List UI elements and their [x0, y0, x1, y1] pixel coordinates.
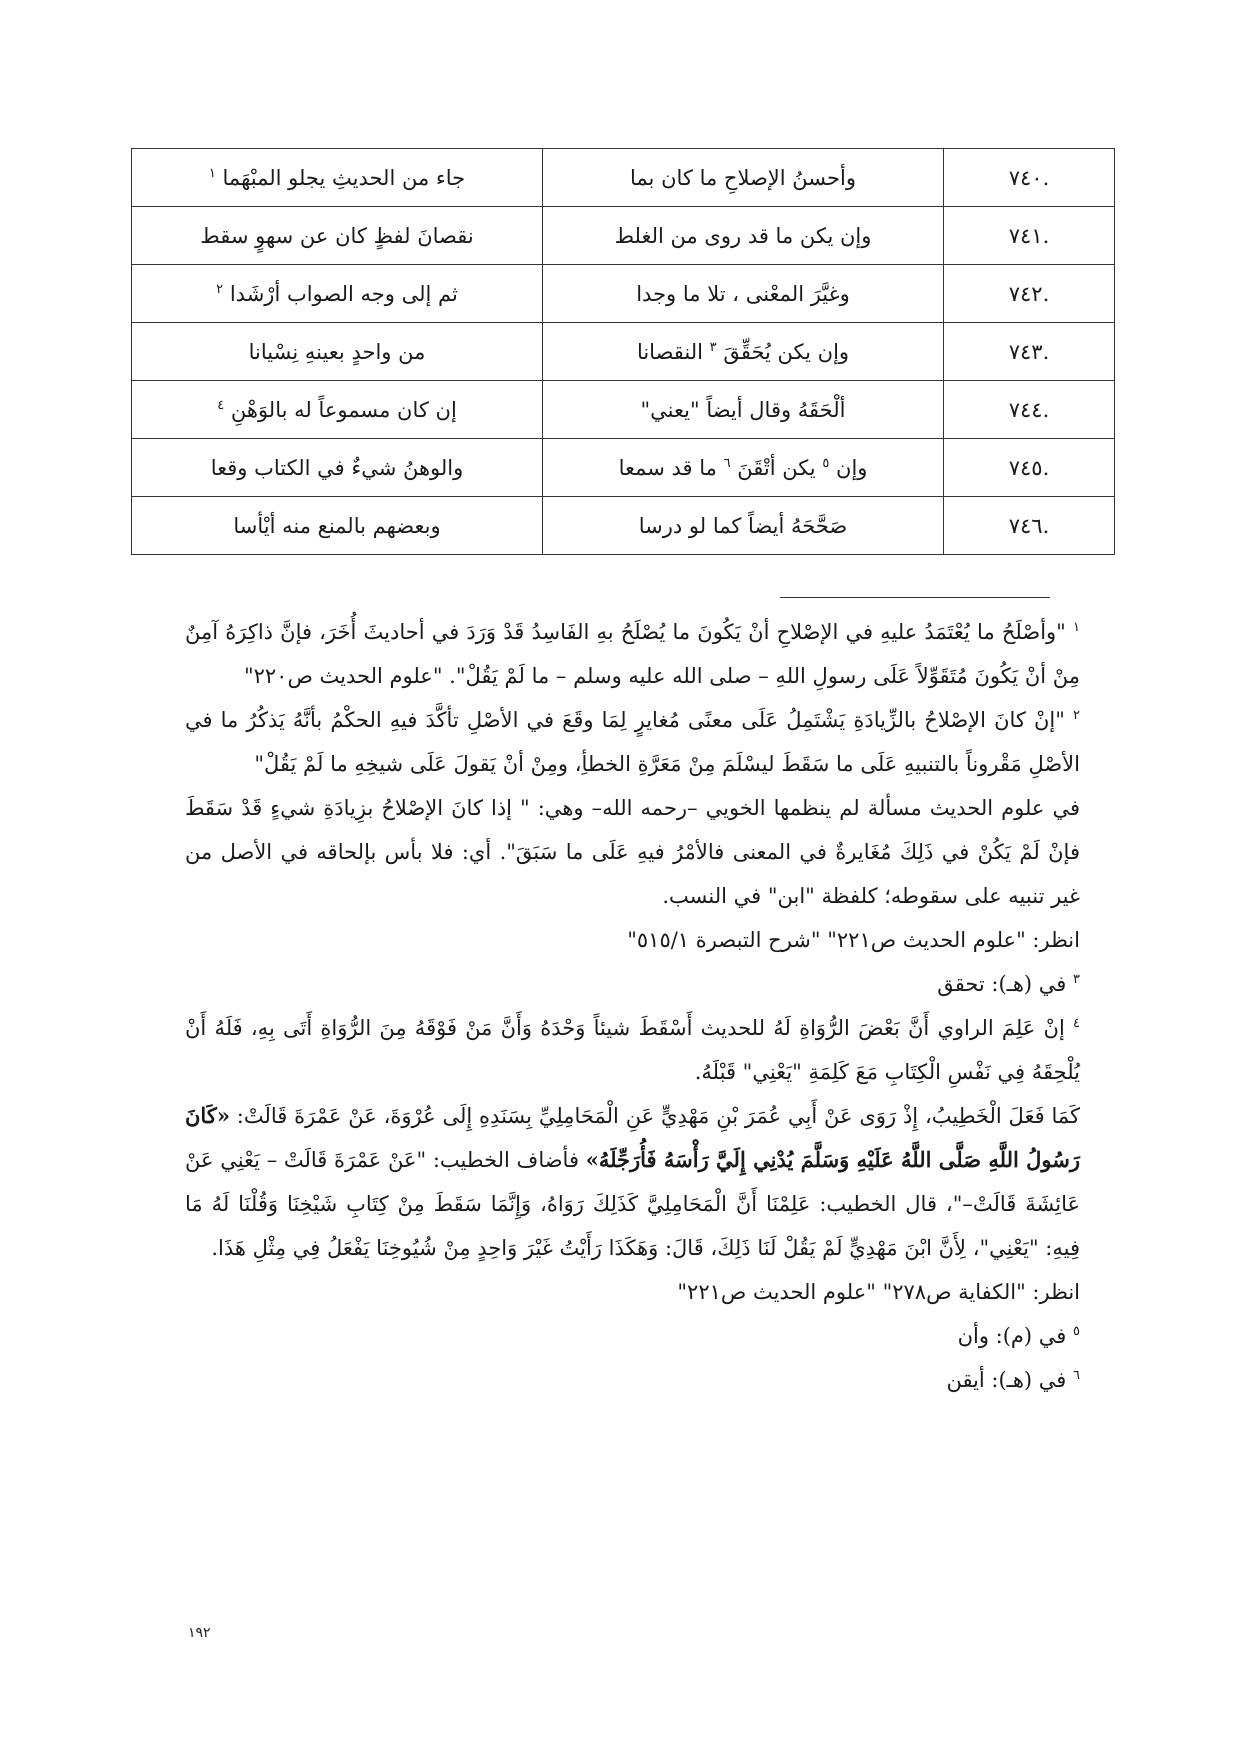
verse-row	[132, 265, 1115, 323]
footnote-4-continued: كَمَا فَعَلَ الْخَطِيبُ، إِذْ رَوَى عَنْ أَبِي عُمَرَ بْنِ مَهْدِيٍّ عَنِ الْمَحَامِلِيِّ بِسَنَدِهِ إِلَى عُرْوَةَ، عَنْ عَمْرَةَ قَالَتْ: «كَانَ رَسُولُ اللَّهِ صَلَّى اللَّهُ عَلَيْهِ وَسَلَّمَ يُدْنِي إِلَيَّ رَأْسَهُ فَأُرَجِّلَهُ» فأضاف الخطيب: "عَنْ عَمْرَةَ قَالَتْ – يَعْنِي عَنْ عَائِشَةَ قَالَتْ–"، قال الخطيب: عَلِمْنَا أَنَّ الْمَحَامِلِيَّ كَذَلِكَ رَوَاهُ، وَإِنَّمَا سَقَطَ مِنْ كِتَابِ شَيْخِنَا وَقُلْنَا لَهُ مَا فِيهِ: "يَعْنِي"، لِأَنَّ ابْنَ مَهْدِيٍّ لَمْ يَقُلْ لَنَا ذَلِكَ، قَالَ: وَهَكَذَا رَأَيْتُ غَيْرَ وَاحِدٍ مِنْ شُيُوخِنَا يَفْعَلُ فِي مِثْلِ هَذَا.	[185, 1103, 1080, 1260]
verse-second-hemistich: إن كان مسموعاً له بالوَهْنِ $^٤$	[132, 381, 543, 439]
verse-second-hemistich: جاء من الحديثِ يجلو المبْهَما $^١$	[132, 149, 543, 207]
verse-row	[132, 149, 1115, 207]
footnote-ref[interactable]: ١	[208, 165, 216, 181]
footnote-1: $^١$ "وأصْلَحُ ما يُعْتَمَدُ عليهِ في الإصْلاحِ أنْ يَكُونَ ما يُصْلَحُ بهِ الفَاسِدُ قَدْ وَرَدَ في أحاديثَ أُخَرَ، فإنَّ ذاكِرَهُ آمِنٌ مِنْ أنْ يَكُونَ مُتَقَوِّلاً عَلَى رسولِ اللهِ – صلى الله عليه وسلم – ما لَمْ يَقُلْ". "علوم الحديث ص٢٢٠"	[185, 620, 1080, 688]
verse-row	[132, 323, 1115, 381]
footnote-2-continued: في علوم الحديث مسألة لم ينظمها الخويي –رحمه الله– وهي: " إذا كانَ الإصْلاحُ بزِيادَةِ شيءٍ قَدْ سَقَطَ فإنْ لَمْ يَكُنْ في ذَلِكَ مُغَايرةٌ في المعنى فالأمْرُ فيهِ عَلَى ما سَبَقَ". أي: فلا بأس بإلحاقه في الأصل من غير تنبيه على سقوطه؛ كلفظة "ابن" في النسب.	[185, 796, 1080, 908]
footnote-2-reference: انظر: "علوم الحديث ص٢٢١" "شرح التبصرة ٥١٥/١"	[627, 928, 1080, 952]
verse-number: .٧٤٤	[944, 381, 1115, 439]
footnote-separator	[780, 597, 1050, 598]
footnote-ref[interactable]: ٣	[709, 339, 717, 355]
footnote-ref[interactable]: ٦	[723, 455, 731, 471]
verse-number: .٧٤٥	[944, 439, 1115, 497]
verse-second-hemistich: نقصانَ لفظٍ كان عن سهوٍ سقط	[132, 207, 543, 265]
verse-first-hemistich: وإن $^٥$ يكن أتْقَنَ $^٦$ ما قد سمعا	[543, 439, 944, 497]
verse-first-hemistich: وأحسنُ الإصلاحِ ما كان بما	[543, 149, 944, 207]
footnote-ref[interactable]: ٢	[216, 281, 224, 297]
footnote-5: $^٥$ في (م): وأن	[957, 1324, 1080, 1348]
footnote-mark: ٦	[1073, 1368, 1080, 1383]
footnote-ref[interactable]: ٤	[217, 397, 225, 413]
verse-first-hemistich: وإن يكن ما قد روى من الغلط	[543, 207, 944, 265]
verse-row	[132, 439, 1115, 497]
verse-first-hemistich: صَحَّحَهُ أيضاً كما لو درسا	[543, 497, 944, 555]
verse-row	[132, 207, 1115, 265]
verse-first-hemistich: ألْحَقَهُ وقال أيضاً "يعني"	[543, 381, 944, 439]
verse-number: .٧٤٦	[944, 497, 1115, 555]
hadith-quote: «كَانَ رَسُولُ اللَّهِ صَلَّى اللَّهُ عَلَيْهِ وَسَلَّمَ يُدْنِي إِلَيَّ رَأْسَهُ فَأُرَجِّلَهُ»	[185, 1103, 1080, 1172]
footnote-4-reference: انظر: "الكفاية ص٢٧٨" "علوم الحديث ص٢٢١"	[677, 1280, 1080, 1304]
footnote-ref[interactable]: ٥	[822, 455, 830, 471]
footnotes	[185, 610, 1080, 1402]
verse-second-hemistich: وبعضهم بالمنع منه أيْأسا	[132, 497, 543, 555]
verse-number: .٧٤٠	[944, 149, 1115, 207]
page-number: ١٩٢	[188, 1625, 211, 1641]
footnote-2: $^٢$ "إنْ كانَ الإصْلاحُ بالزِّيادَةِ يَشْتَمِلُ عَلَى معنًى مُغايرٍ لِمَا وقَعَ في الأصْلِ تأكَّدَ فيهِ الحكْمُ بأنَّهُ يَذكُرُ ما في الأصْلِ مَقْروناً بالتنبيهِ عَلَى ما سَقَطَ ليسْلَمَ مِنْ مَعَرَّةِ الخطأِ، ومِنْ أنْ يَقولَ عَلَى شيخِهِ ما لَمْ يَقُلْ"	[185, 708, 1080, 776]
verse-second-hemistich: والوهنُ شيءٌ في الكتاب وقعا	[132, 439, 543, 497]
footnote-mark: ١	[1073, 620, 1080, 635]
verse-second-hemistich: من واحدٍ بعينهِ نِسْيانا	[132, 323, 543, 381]
verse-first-hemistich: وغيَّرَ المعْنى ، تلا ما وجدا	[543, 265, 944, 323]
footnote-mark: ٥	[1073, 1324, 1080, 1339]
footnote-mark: ٢	[1073, 708, 1080, 723]
footnote-4: $^٤$ إنْ عَلِمَ الراوي أَنَّ بَعْضَ الرُّوَاةِ لَهُ للحديث أَسْقَطَ شيئاً وَحْدَهُ وَأَنَّ مَنْ فَوْقَهُ مِنَ الرُّوَاةِ أَتَى بِهِ، فَلَهُ أَنْ يُلْحِقَهُ فِي نَفْسِ الْكِتَابِ مَعَ كَلِمَةِ "يَعْنِي" قَبْلَهُ.	[185, 1016, 1080, 1084]
verse-first-hemistich: وإن يكن يُحَقِّقَ $^٣$ النقصانا	[543, 323, 944, 381]
verse-number: .٧٤١	[944, 207, 1115, 265]
verse-second-hemistich: ثم إلى وجه الصواب أرْشَدا $^٢$	[132, 265, 543, 323]
verse-number: .٧٤٣	[944, 323, 1115, 381]
verse-table	[131, 148, 1115, 555]
verse-row	[132, 497, 1115, 555]
footnote-mark: ٣	[1073, 972, 1080, 987]
footnote-3: $^٣$ في (هـ): تحقق	[937, 972, 1080, 996]
verse-number: .٧٤٢	[944, 265, 1115, 323]
footnote-6: $^٦$ في (هـ): أيقن	[946, 1368, 1080, 1392]
footnote-mark: ٤	[1073, 1016, 1080, 1031]
verse-row	[132, 381, 1115, 439]
